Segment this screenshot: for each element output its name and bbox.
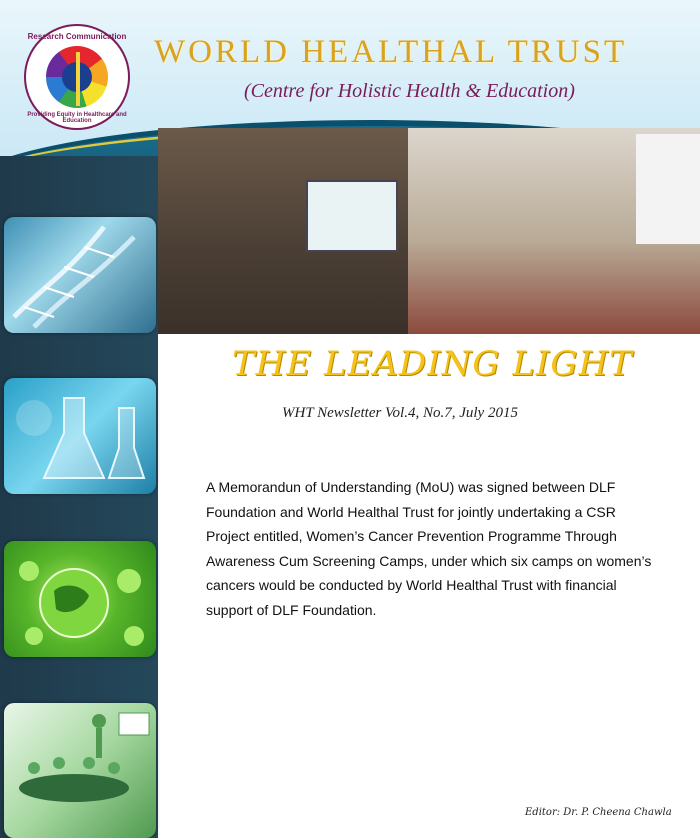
newsletter-issue: WHT Newsletter Vol.4, No.7, July 2015: [282, 405, 518, 421]
projector-screen: [306, 180, 398, 252]
trust-logo: [24, 24, 130, 130]
org-title: WORLD HEALTHAL TRUST: [154, 34, 628, 70]
camp-screen: [636, 134, 700, 244]
article-paragraph: A Memorandun of Understanding (MoU) was signed between DLF Foundation and World Healthal Trust for jointly undertaking a CSR Project entitled, Women’s Cancer Prevention Programme Through Awareness Cum Screening Camps, under which six camps on women’s cancers would be conducted by World Healthal Trust with financial support of DLF Foundation.: [206, 479, 652, 618]
flask-icon: [4, 378, 156, 494]
photo-screening-camp: [408, 128, 700, 334]
caduceus-icon: [76, 52, 80, 106]
meeting-icon: [4, 703, 156, 838]
meeting-image: [4, 703, 156, 838]
dna-icon: [4, 217, 156, 333]
globe-icon: [4, 541, 156, 657]
lab-image: [4, 378, 156, 494]
photo-conference-room: [158, 128, 408, 334]
dna-image: [4, 217, 156, 333]
logo-text-top: Research Communication: [27, 32, 127, 41]
editor-credit: Editor: Dr. P. Cheena Chawla: [525, 807, 672, 818]
event-photo: [158, 128, 700, 334]
newsletter-title: THE LEADING LIGHT: [232, 344, 633, 384]
globe-network-image: [4, 541, 156, 657]
logo-text-bottom: Providing Equity in Healthcare and Education: [27, 112, 127, 124]
org-tagline: (Centre for Holistic Health & Education): [244, 80, 575, 102]
